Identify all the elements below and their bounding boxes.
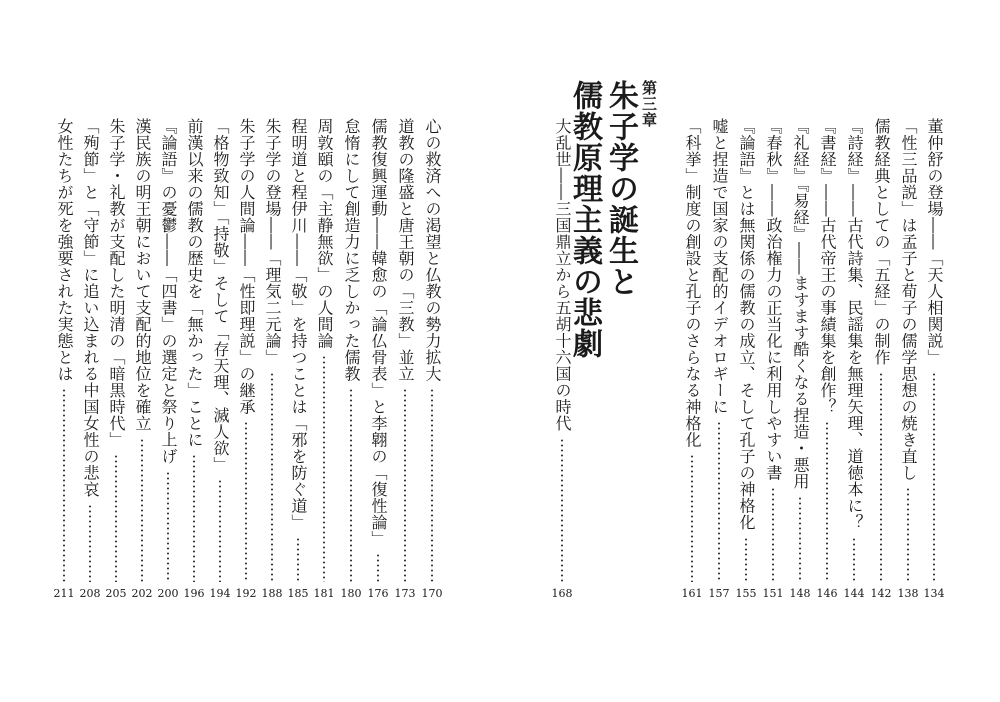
toc-entry-title: 心の救済への渇望と仏教の勢力拡大 [423, 118, 442, 382]
leader-dots [561, 438, 563, 583]
toc-entry-title: 『書経』――古代帝王の事績集を創作？ [818, 118, 837, 415]
leader-dots [718, 421, 720, 582]
toc-entry-title: 「性三品説」は孟子と荀子の儒学思想の焼き直し [899, 118, 918, 481]
toc-entry-page: 200 [157, 587, 179, 600]
toc-entry-title: 董仲舒の登場――「天人相関説」 [925, 118, 944, 366]
toc-entry-page: 196 [183, 587, 205, 600]
leader-dots [431, 388, 433, 582]
toc-entry[interactable] [762, 118, 784, 600]
toc-entry[interactable] [131, 118, 153, 600]
toc-entry-page: 168 [551, 587, 573, 600]
toc-entry[interactable] [870, 118, 892, 600]
toc-entry[interactable] [79, 118, 101, 600]
toc-entry[interactable] [897, 118, 919, 600]
toc-entry-page: 155 [735, 587, 757, 600]
toc-entry-page: 157 [708, 587, 730, 600]
leader-dots [141, 438, 143, 583]
toc-entry[interactable] [923, 118, 945, 600]
leader-dots [115, 454, 117, 582]
chapter-title [566, 80, 638, 359]
toc-entry-title: 道教の隆盛と唐王朝の「三教」並立 [396, 118, 415, 382]
toc-entry-page: 208 [79, 587, 101, 600]
leader-dots [63, 388, 65, 582]
leader-dots [826, 421, 828, 582]
toc-entry-page: 176 [367, 587, 389, 600]
toc-entry-title: 前漢以来の儒教の歴史を「無かった」ことに [185, 118, 204, 448]
toc-entry-title: 朱子学の人間論――「性即理説」の継承 [237, 118, 256, 415]
leader-dots [219, 479, 221, 582]
toc-entry[interactable] [287, 118, 309, 600]
leader-dots [404, 388, 406, 582]
toc-entry[interactable] [209, 118, 231, 600]
leader-dots [167, 471, 169, 583]
toc-entry-title: 漢民族の明王朝において支配的地位を確立 [133, 118, 152, 432]
leader-dots [350, 388, 352, 582]
toc-entry[interactable] [394, 118, 416, 600]
toc-entry[interactable] [421, 118, 443, 600]
toc-entry[interactable] [261, 118, 283, 600]
toc-entry-page: 180 [340, 587, 362, 600]
leader-dots [745, 537, 747, 583]
toc-entry[interactable] [789, 118, 811, 600]
toc-entry-page: 205 [105, 587, 127, 600]
toc-entry-title: 朱子学・礼教が支配した明清の「暗黒時代」 [107, 118, 126, 448]
toc-entry-page: 151 [762, 587, 784, 600]
toc-entry[interactable] [235, 118, 257, 600]
toc-entry-page: 170 [421, 587, 443, 600]
chapter-title-line1: 朱子学の誕生と [603, 80, 638, 297]
toc-entry[interactable] [843, 118, 865, 600]
toc-entry-title: 周敦頤の「主静無欲」の人間論 [315, 118, 334, 349]
toc-entry[interactable] [105, 118, 127, 600]
toc-entry[interactable] [183, 118, 205, 600]
chapter-label: 第三章 [640, 80, 658, 128]
leader-dots [799, 496, 801, 583]
leader-dots [880, 372, 882, 583]
toc-entry-page: 181 [313, 587, 335, 600]
toc-entry-title: 大乱世――三国鼎立から五胡十六国の時代 [553, 118, 572, 432]
toc-entry-page: 146 [816, 587, 838, 600]
leader-dots [323, 355, 325, 582]
leader-dots [907, 487, 909, 582]
toc-entry-title: 程明道と程伊川――「敬」を持つことは「邪を防ぐ道」 [289, 118, 308, 531]
toc-entry-title: 『春秋』――政治権力の正当化に利用しやすい書 [764, 118, 783, 481]
toc-entry-page: 188 [261, 587, 283, 600]
toc-entry[interactable] [340, 118, 362, 600]
toc-entry-page: 144 [843, 587, 865, 600]
leader-dots [193, 454, 195, 582]
toc-entry-page: 148 [789, 587, 811, 600]
leader-dots [772, 487, 774, 582]
leader-dots [271, 372, 273, 583]
toc-entry[interactable] [708, 118, 730, 600]
toc-entry-title: 儒教経典としての「五経」の制作 [872, 118, 891, 366]
toc-entry-page: 173 [394, 587, 416, 600]
toc-entry-title: 嘘と捏造で国家の支配的イデオロギーに [710, 118, 729, 415]
toc-entry-title: 「格物致知」「持敬」そして「存天理、滅人欲」 [211, 118, 230, 473]
toc-entry-page: 161 [681, 587, 703, 600]
toc-entry[interactable] [816, 118, 838, 600]
leader-dots [245, 421, 247, 582]
leader-dots [691, 454, 693, 582]
chapter-heading [567, 80, 658, 380]
toc-entry[interactable] [157, 118, 179, 600]
chapter-title-line2: 儒教原理主義の悲劇 [567, 80, 602, 359]
toc-entry-page: 211 [53, 587, 75, 600]
toc-entry-title: 「殉節」と「守節」に追い込まれる中国女性の悲哀 [81, 118, 100, 498]
toc-entry-title: 朱子学の登場――「理気二元論」 [263, 118, 282, 366]
toc-entry[interactable] [53, 118, 75, 600]
toc-entry-title: 『論語』とは無関係の儒教の成立、そして孔子の神格化 [737, 118, 756, 531]
toc-entry-title: 女性たちが死を強要された実態とは [55, 118, 74, 382]
toc-entry-page: 138 [897, 587, 919, 600]
toc-entry[interactable] [313, 118, 335, 600]
toc-entry[interactable] [551, 118, 573, 600]
toc-entry-page: 192 [235, 587, 257, 600]
toc-entry-page: 134 [923, 587, 945, 600]
leader-dots [933, 372, 935, 583]
toc-entry[interactable] [681, 118, 703, 600]
toc-entry-title: 『礼経』『易経』――ますます酷くなる捏造・悪用 [791, 118, 810, 490]
leader-dots [377, 553, 379, 582]
toc-entry-page: 194 [209, 587, 231, 600]
toc-entry-title: 儒教復興運動――韓愈の「論仏骨表」と李翺の「復性論」 [369, 118, 388, 547]
toc-entry[interactable] [735, 118, 757, 600]
leader-dots [297, 537, 299, 583]
toc-entry-title: 『論語』の憂鬱――「四書」の選定と祭り上げ [159, 118, 178, 465]
toc-entry-page: 142 [870, 587, 892, 600]
leader-dots [89, 504, 91, 583]
toc-entry-title: 怠惰にして創造力に乏しかった儒教 [342, 118, 361, 382]
leader-dots [853, 537, 855, 583]
toc-entry-title: 「科挙」制度の創設と孔子のさらなる神格化 [683, 118, 702, 448]
toc-entry-page: 185 [287, 587, 309, 600]
toc-entry-page: 202 [131, 587, 153, 600]
toc-entry[interactable] [367, 118, 389, 600]
toc-entry-title: 『詩経』――古代詩集、民謡集を無理矢理、道徳本に？ [845, 118, 864, 531]
